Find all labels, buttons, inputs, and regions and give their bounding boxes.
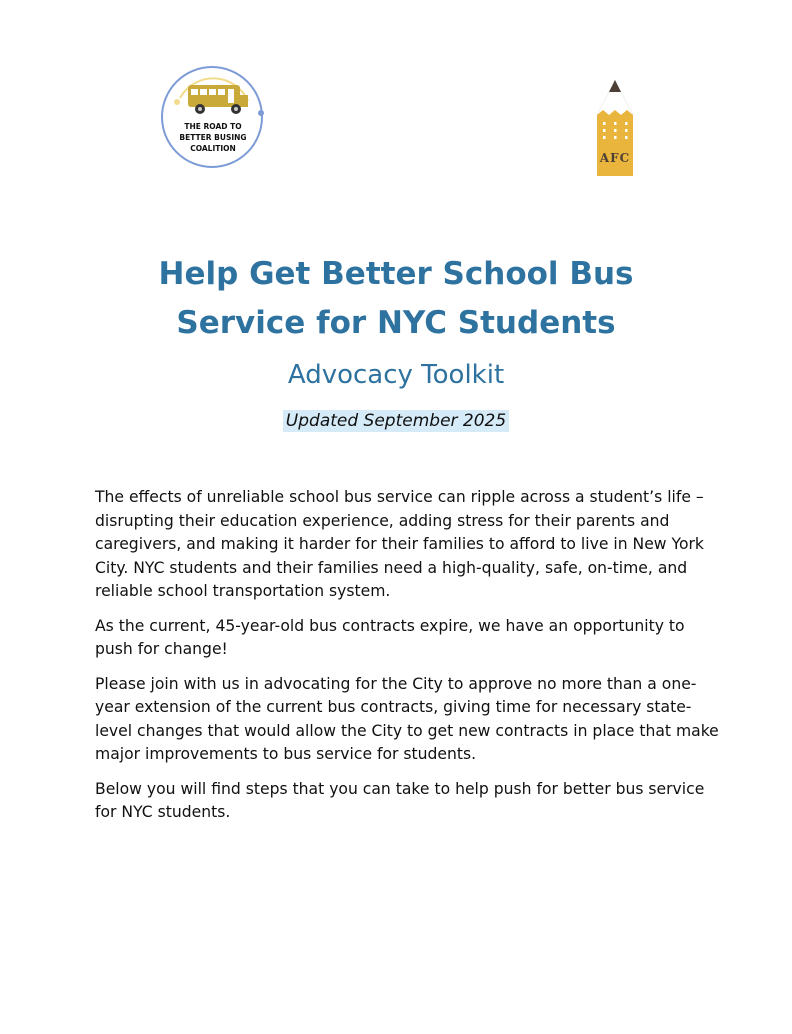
svg-text:BETTER BUSING: BETTER BUSING <box>179 133 247 142</box>
intro-body <box>95 486 720 836</box>
subtitle: Advocacy Toolkit <box>287 360 505 390</box>
svg-text:COALITION: COALITION <box>190 144 236 153</box>
paragraph: Please join with us in advocating for the City to approve no more than a one-year extension of the current bus contracts, giving time for necessary state-level changes that would allow the City to get new contracts in place that make major improvements to bus service for students. <box>95 674 719 763</box>
title-line-1: Help Get Better School Bus <box>158 256 634 292</box>
updated-date <box>0 411 792 431</box>
page-title <box>0 250 792 348</box>
road-to-better-busing-coalition-logo <box>158 63 266 171</box>
updated-date-text: Updated September 2025 <box>283 410 509 432</box>
paragraph: As the current, 45-year-old bus contracts expire, we have an opportunity to push for change! <box>95 616 685 658</box>
paragraph: Below you will find steps that you can take to help push for better bus service for NYC students. <box>95 779 705 821</box>
svg-text:THE ROAD TO: THE ROAD TO <box>184 122 242 131</box>
paragraph: The effects of unreliable school bus service can ripple across a student’s life – disrupting their education experience, adding stress for their parents and caregivers, and making it harder for their families to afford to live in New York City. NYC students and their families need a high-quality, safe, on-time, and reliable school transportation system. <box>95 488 704 600</box>
afc-pencil-logo <box>594 80 636 178</box>
title-line-2: Service for NYC Students <box>176 305 616 341</box>
svg-text:AFC: AFC <box>599 151 631 165</box>
